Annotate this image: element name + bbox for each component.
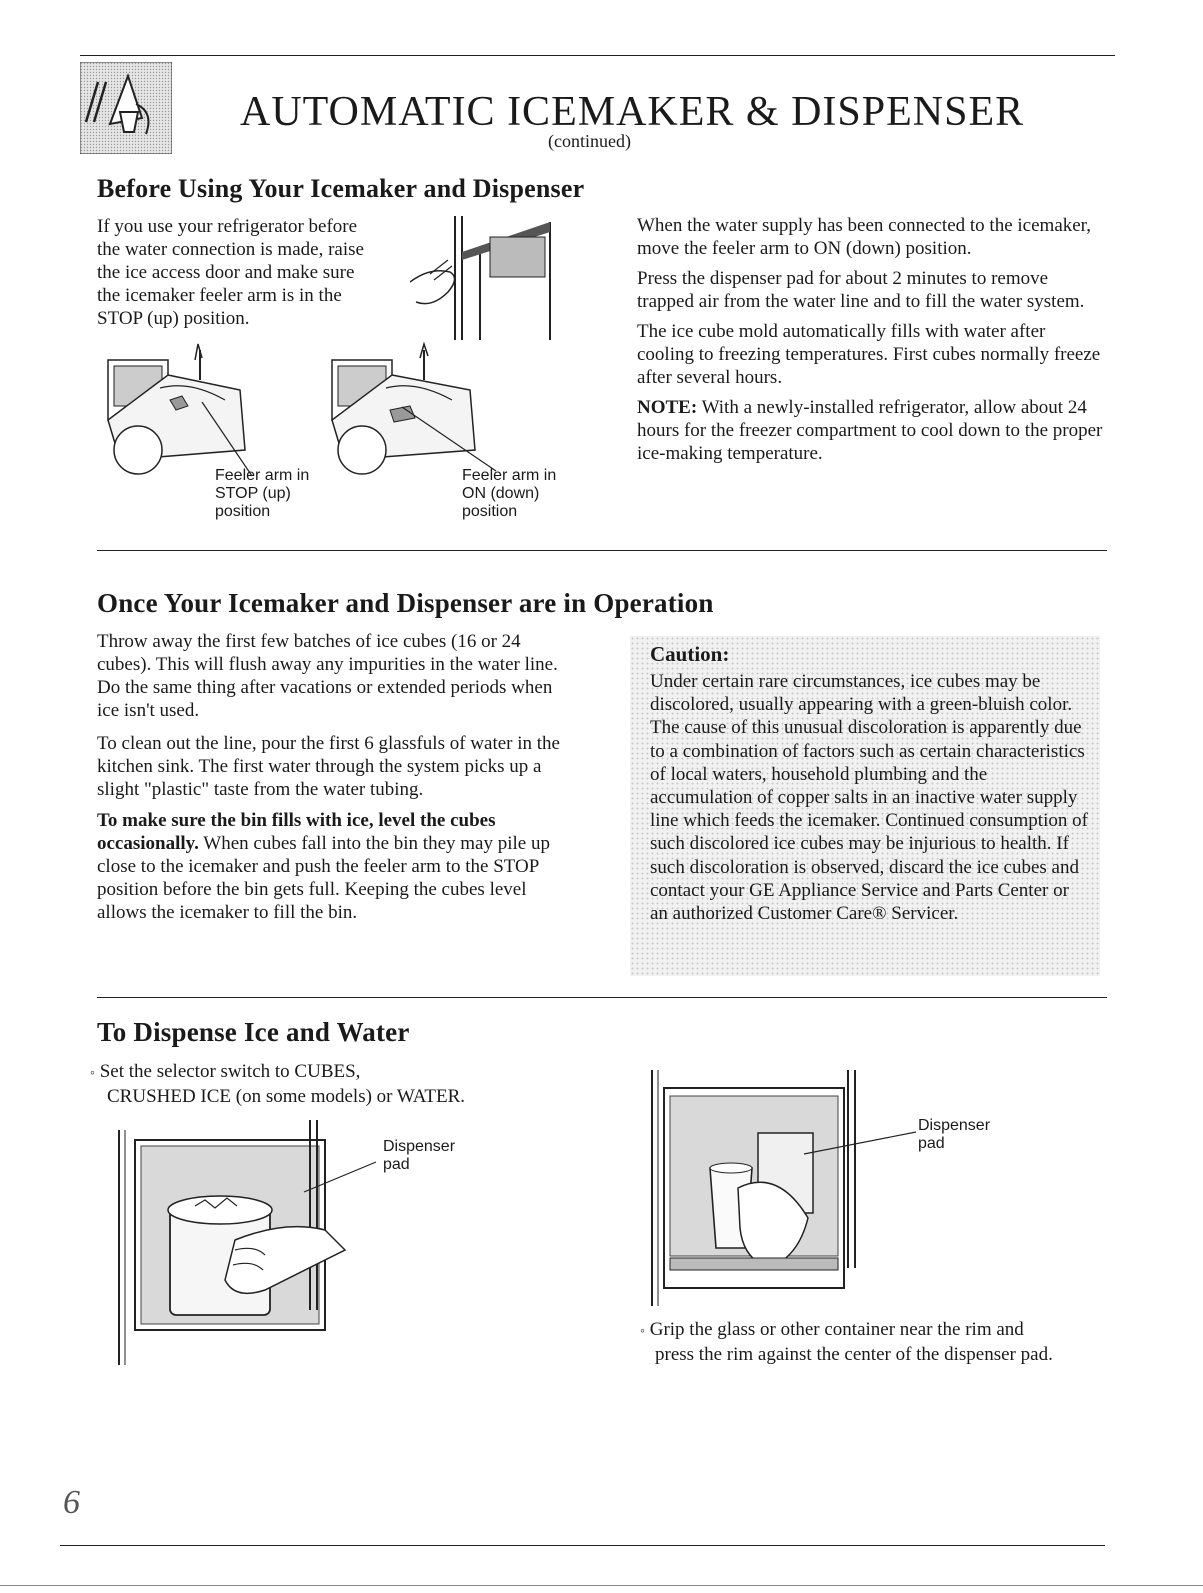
label-line: position (462, 503, 518, 520)
operation-left-text (97, 630, 565, 924)
bullet-line: press the rim against the center of the dispenser pad. (655, 1344, 1053, 1365)
caution-title: Caution: (650, 642, 730, 666)
ice-access-door-illustration (410, 212, 570, 342)
section-title-before-using: Before Using Your Icemaker and Dispenser (97, 174, 585, 203)
bullet-icon: ◦ (90, 1066, 95, 1081)
text-line: STOP (up) position. (97, 308, 250, 329)
note-paragraph (637, 396, 1107, 465)
label-line: Feeler arm in (462, 467, 557, 484)
text-line: If you use your refrigerator before (97, 216, 358, 237)
paragraph: When the water supply has been connected to the icemaker, move the feeler arm to ON (down) position. (637, 215, 1091, 259)
page-number: 6 (63, 1484, 80, 1521)
paragraph: The ice cube mold automatically fills with water after cooling to freezing temperatures. First cubes normally freeze after several hours. (637, 321, 1101, 388)
section-title-dispense: To Dispense Ice and Water (97, 1017, 410, 1047)
dispenser-pad-label-left (383, 1138, 455, 1174)
bullet-icon: ◦ (640, 1324, 645, 1339)
on-leader-line (400, 405, 500, 475)
label-line: pad (383, 1156, 410, 1173)
paragraph: Throw away the first few batches of ice cubes (16 or 24 cubes). This will flush away any impurities in the water line. Do the same thing after vacations or extended periods when ice isn't used. (97, 631, 558, 721)
note-text: With a newly-installed refrigerator, allow about 24 hours for the freezer compartment to cool down to the proper ice-making temperature. (637, 397, 1103, 464)
label-line: Dispenser (918, 1117, 991, 1134)
paragraph-text: When cubes fall into the bin they may pile up close to the icemaker and push the feeler arm to the STOP position before the bin gets full. Keeping the cubes level allows the icemaker to fill the bin. (97, 833, 550, 923)
feeler-arm-on-label (462, 467, 556, 521)
note-label: NOTE: (637, 397, 698, 418)
text-line: the ice access door and make sure (97, 262, 355, 283)
bottom-edge-rule (0, 1585, 1203, 1586)
dispensing-ice-illustration (115, 1110, 355, 1370)
bullet-text: Grip the glass or other container near the rim and (649, 1319, 1024, 1340)
caution-box (630, 636, 1100, 976)
section-logo-icon (80, 62, 172, 154)
dispenser-pad-leader-right (800, 1128, 920, 1158)
label-line: STOP (up) (215, 485, 291, 502)
paragraph: Press the dispenser pad for about 2 minutes to remove trapped air from the water line and to fill the water system. (637, 268, 1085, 312)
caution-text: Under certain rare circumstances, ice cubes may be discolored, usually appearing with a green-bluish color. The cause of this unusual discoloration is apparently due to a combination of factors such as certain characteristics of local waters, household plumbing and the accumulation of copper salts in an inactive water supply line which feeds the icemaker. Continued consumption of such discolored ice cubes may be injurious to health. If such discoloration is observed, discard the ice cubes and contact your GE Appliance Service and Parts Center or an authorized Customer Care® Servicer. (650, 671, 1088, 925)
bullet-line (90, 1060, 610, 1085)
dispense-bullet-grip (640, 1318, 1160, 1366)
label-line: pad (918, 1135, 945, 1152)
before-using-left-text (97, 215, 427, 330)
level-cubes-emphasis: To make sure the bin fills with ice, level the cubes occasionally. (97, 810, 496, 854)
section-divider (97, 997, 1107, 998)
feeler-arm-stop-label (215, 467, 309, 521)
label-line: Feeler arm in (215, 467, 310, 484)
bullet-text: Set the selector switch to CUBES, (99, 1061, 361, 1082)
dispense-bullet-selector (90, 1060, 610, 1108)
text-line: the icemaker feeler arm is in the (97, 285, 342, 306)
footer-rule (60, 1545, 1105, 1546)
dispenser-pad-leader-left (300, 1158, 380, 1198)
before-using-right-text (637, 214, 1107, 465)
paragraph (97, 809, 565, 924)
section-divider (97, 550, 1107, 551)
section-title-operation: Once Your Icemaker and Dispenser are in Operation (97, 588, 714, 618)
label-line: Dispenser (383, 1138, 456, 1155)
text-line: the water connection is made, raise (97, 239, 364, 260)
dispenser-pad-label-right (918, 1117, 990, 1153)
top-rule (80, 55, 1115, 56)
dispensing-water-illustration (648, 1068, 878, 1308)
bullet-line (640, 1318, 1160, 1343)
page-subtitle: (continued) (548, 131, 631, 151)
page-title: AUTOMATIC ICEMAKER & DISPENSER (240, 89, 1025, 135)
bullet-line: CRUSHED ICE (on some models) or WATER. (107, 1086, 465, 1107)
label-line: position (215, 503, 271, 520)
paragraph: To clean out the line, pour the first 6 glassfuls of water in the kitchen sink. The first water through the system picks up a slight "plastic" taste from the water tubing. (97, 733, 560, 800)
label-line: ON (down) (462, 485, 540, 502)
